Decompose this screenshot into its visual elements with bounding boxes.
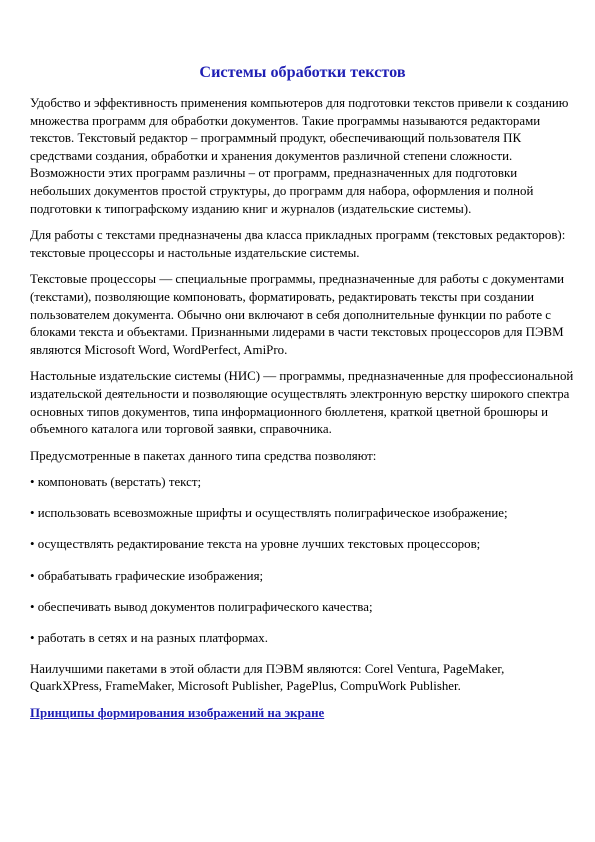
bullet-item: • обрабатывать графические изображения; [30, 568, 264, 583]
bullet-item: • обеспечивать вывод документов полиграфического качества; [30, 599, 373, 614]
bullet-item: • работать в сетях и на разных платформах. [30, 630, 268, 645]
paragraph-word-processors: Текстовые процессоры — специальные программы, предназначенные для работы с документами (текстами), позволяющие компоновать, форматировать, редактировать тексты при создании пользователем документа. Обычно они включают в себя дополнительные функции по работе с блоками текста и объектами. Признанными лидерами в части текстовых процессоров для ПЭВМ являются Microsoft Word, WordPerfect, AmiPro. [30, 272, 565, 357]
paragraph-desktop-publishing: Настольные издательские системы (НИС) — программы, предназначенные для профессиональной издательской деятельности и позволяющие осуществлять электронную верстку широкого спектра основных типов документов, типа информационного бюллетеня, краткой цветной брошюры и объемного каталога или торговой заявки, справочника. [30, 369, 574, 437]
bullet-item: • осуществлять редактирование текста на уровне лучших текстовых процессоров; [30, 537, 481, 552]
document-body [30, 95, 575, 732]
paragraph-intro: Удобство и эффективность применения компьютеров для подготовки текстов привели к созданию множества программ для обработки документов. Такие программы называются редакторами текстов. Текстовый редактор – программный продукт, обеспечивающий пользователя ПК средствами создания, обработки и хранения документов различной степени сложности. Возможности этих программ различны – от программ, предназначенных для подготовки небольших документов простой структуры, до программ для набора, оформления и полной подготовки к типографскому изданию книг и журналов (издательские системы). [30, 96, 569, 216]
paragraph-best-packages: Наилучшими пакетами в этой области для ПЭВМ являются: Corel Ventura, PageMaker, QuarkXPress, FrameMaker, Microsoft Publisher, PagePlus, CompuWork Publisher. [30, 661, 505, 694]
bullet-item: • использовать всевозможные шрифты и осуществлять полиграфическое изображение; [30, 506, 508, 521]
paragraph-features-intro: Предусмотренные в пакетах данного типа средства позволяют: [30, 448, 377, 463]
bullet-item: • компоновать (верстать) текст; [30, 475, 202, 490]
page-title: Системы обработки текстов [199, 63, 406, 81]
paragraph-classes: Для работы с текстами предназначены два класса прикладных программ (текстовых редакторов): текстовые процессоры и настольные издательские системы. [30, 228, 566, 260]
next-section-link[interactable]: Принципы формирования изображений на экране [30, 706, 325, 721]
